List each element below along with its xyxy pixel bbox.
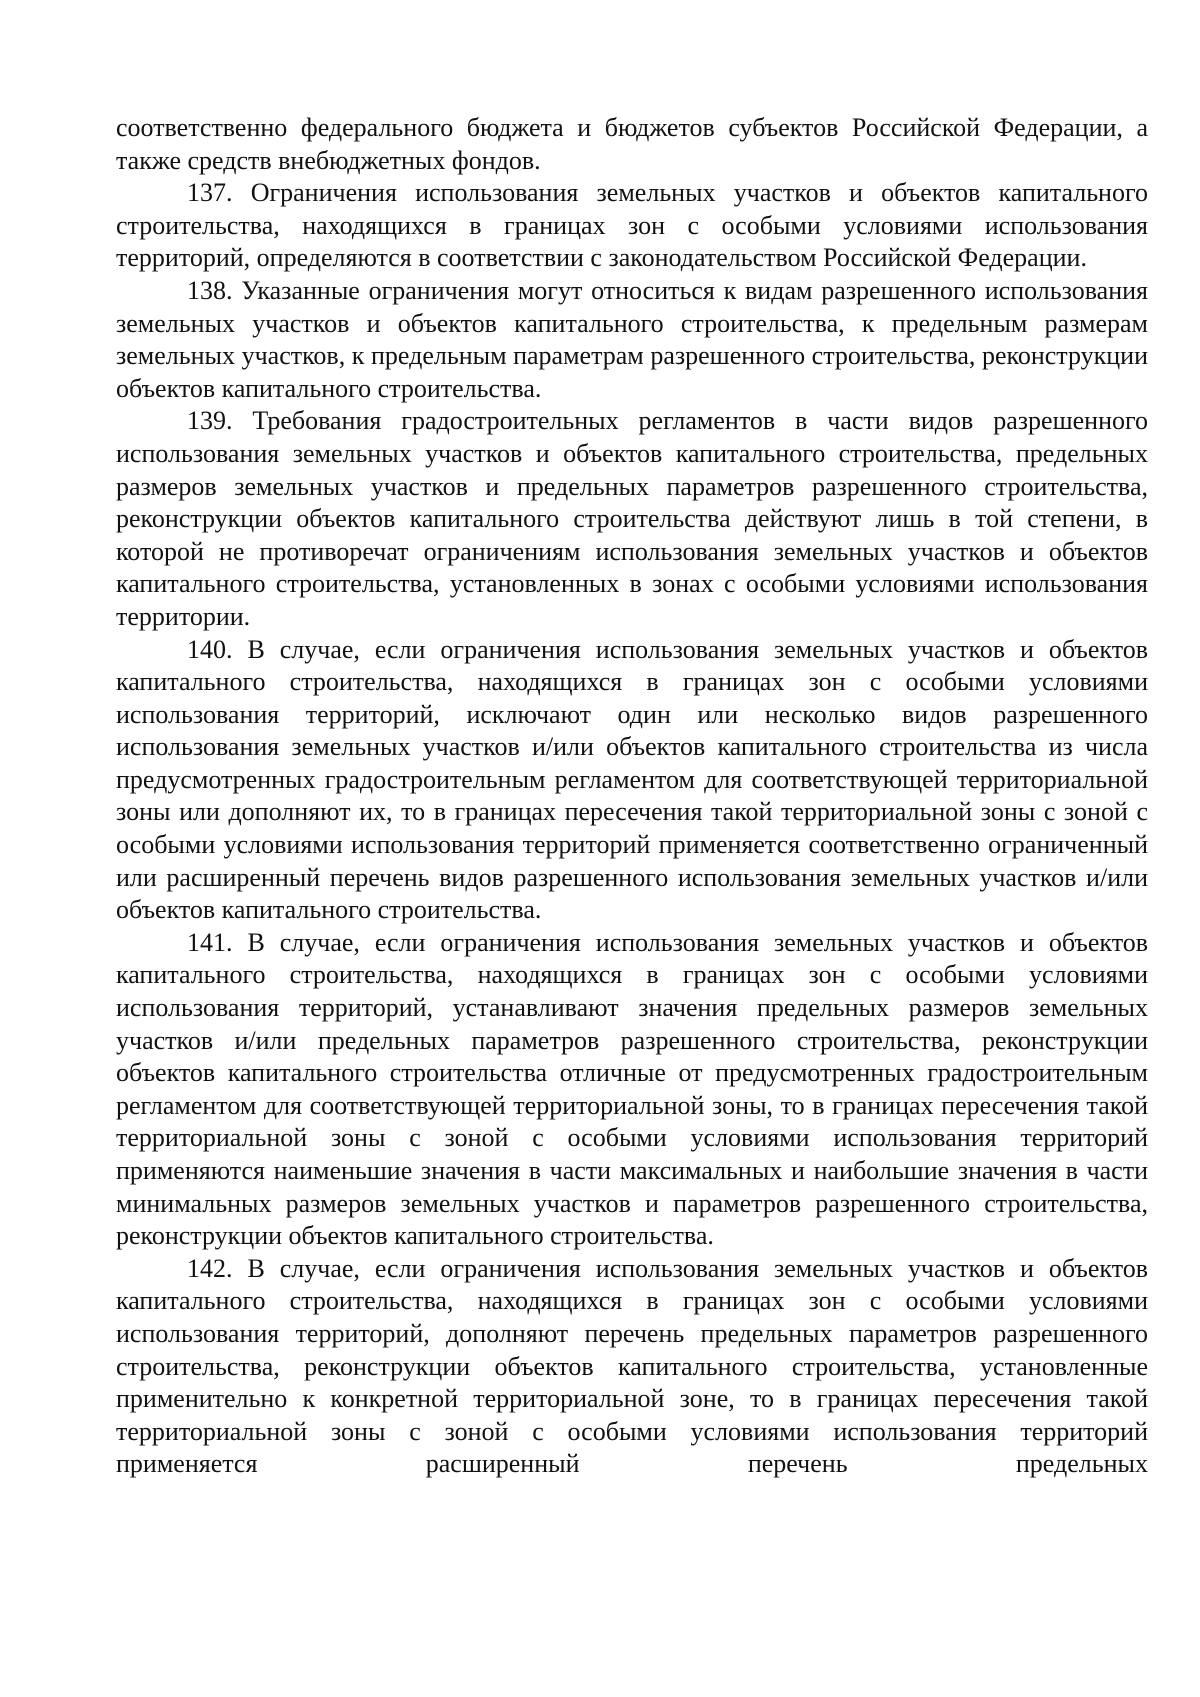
- paragraph-139: 139. Требования градостроительных регламентов в части видов разрешенного использования земельных участков и объектов капитального строительства, предельных размеров земельных участков и предельных параметров разрешенного строительства, реконструкции объектов капитального строительства действуют лишь в той степени, в которой не противоречат ограничениям использования земельных участков и объектов капитального строительства, установленных в зонах с особыми условиями использования территории.: [116, 406, 1148, 631]
- document-page: [116, 112, 1148, 1481]
- paragraph-138: 138. Указанные ограничения могут относиться к видам разрешенного использования земельных участков и объектов капитального строительства, к предельным размерам земельных участков, к предельным параметрам разрешенного строительства, реконструкции объектов капитального строительства.: [116, 275, 1148, 403]
- paragraph-137: 137. Ограничения использования земельных участков и объектов капитального строительства, находящихся в границах зон с особыми условиями использования территорий, определяются в соответствии с законодательством Российской Федерации.: [116, 178, 1148, 273]
- paragraph-141: 141. В случае, если ограничения использования земельных участков и объектов капитального строительства, находящихся в границах зон с особыми условиями использования территорий, устанавливают значения предельных размеров земельных участков и/или предельных параметров разрешенного строительства, реконструкции объектов капитального строительства отличные от предусмотренных градостроительным регламентом для соответствующей территориальной зоны, то в границах пересечения такой территориальной зоны с зоной с особыми условиями использования территорий применяются наименьшие значения в части максимальных и наибольшие значения в части минимальных размеров земельных участков и параметров разрешенного строительства, реконструкции объектов капитального строительства.: [116, 927, 1148, 1251]
- paragraph-continuation: соответственно федерального бюджета и бюджетов субъектов Российской Федерации, а также средств внебюджетных фондов.: [116, 113, 1148, 175]
- paragraph-142: 142. В случае, если ограничения использования земельных участков и объектов капитального строительства, находящихся в границах зон с особыми условиями использования территорий, дополняют перечень предельных параметров разрешенного строительства, реконструкции объектов капитального строительства, установленные применительно к конкретной территориальной зоне, то в границах пересечения такой территориальной зоны с зоной с особыми условиями использования территорий применяется расширенный перечень предельных: [116, 1253, 1148, 1479]
- paragraph-140: 140. В случае, если ограничения использования земельных участков и объектов капитального строительства, находящихся в границах зон с особыми условиями использования территорий, исключают один или несколько видов разрешенного использования земельных участков и/или объектов капитального строительства из числа предусмотренных градостроительным регламентом для соответствующей территориальной зоны или дополняют их, то в границах пересечения такой территориальной зоны с зоной с особыми условиями использования территорий применяется соответственно ограниченный или расширенный перечень видов разрешенного использования земельных участков и/или объектов капитального строительства.: [116, 634, 1148, 925]
